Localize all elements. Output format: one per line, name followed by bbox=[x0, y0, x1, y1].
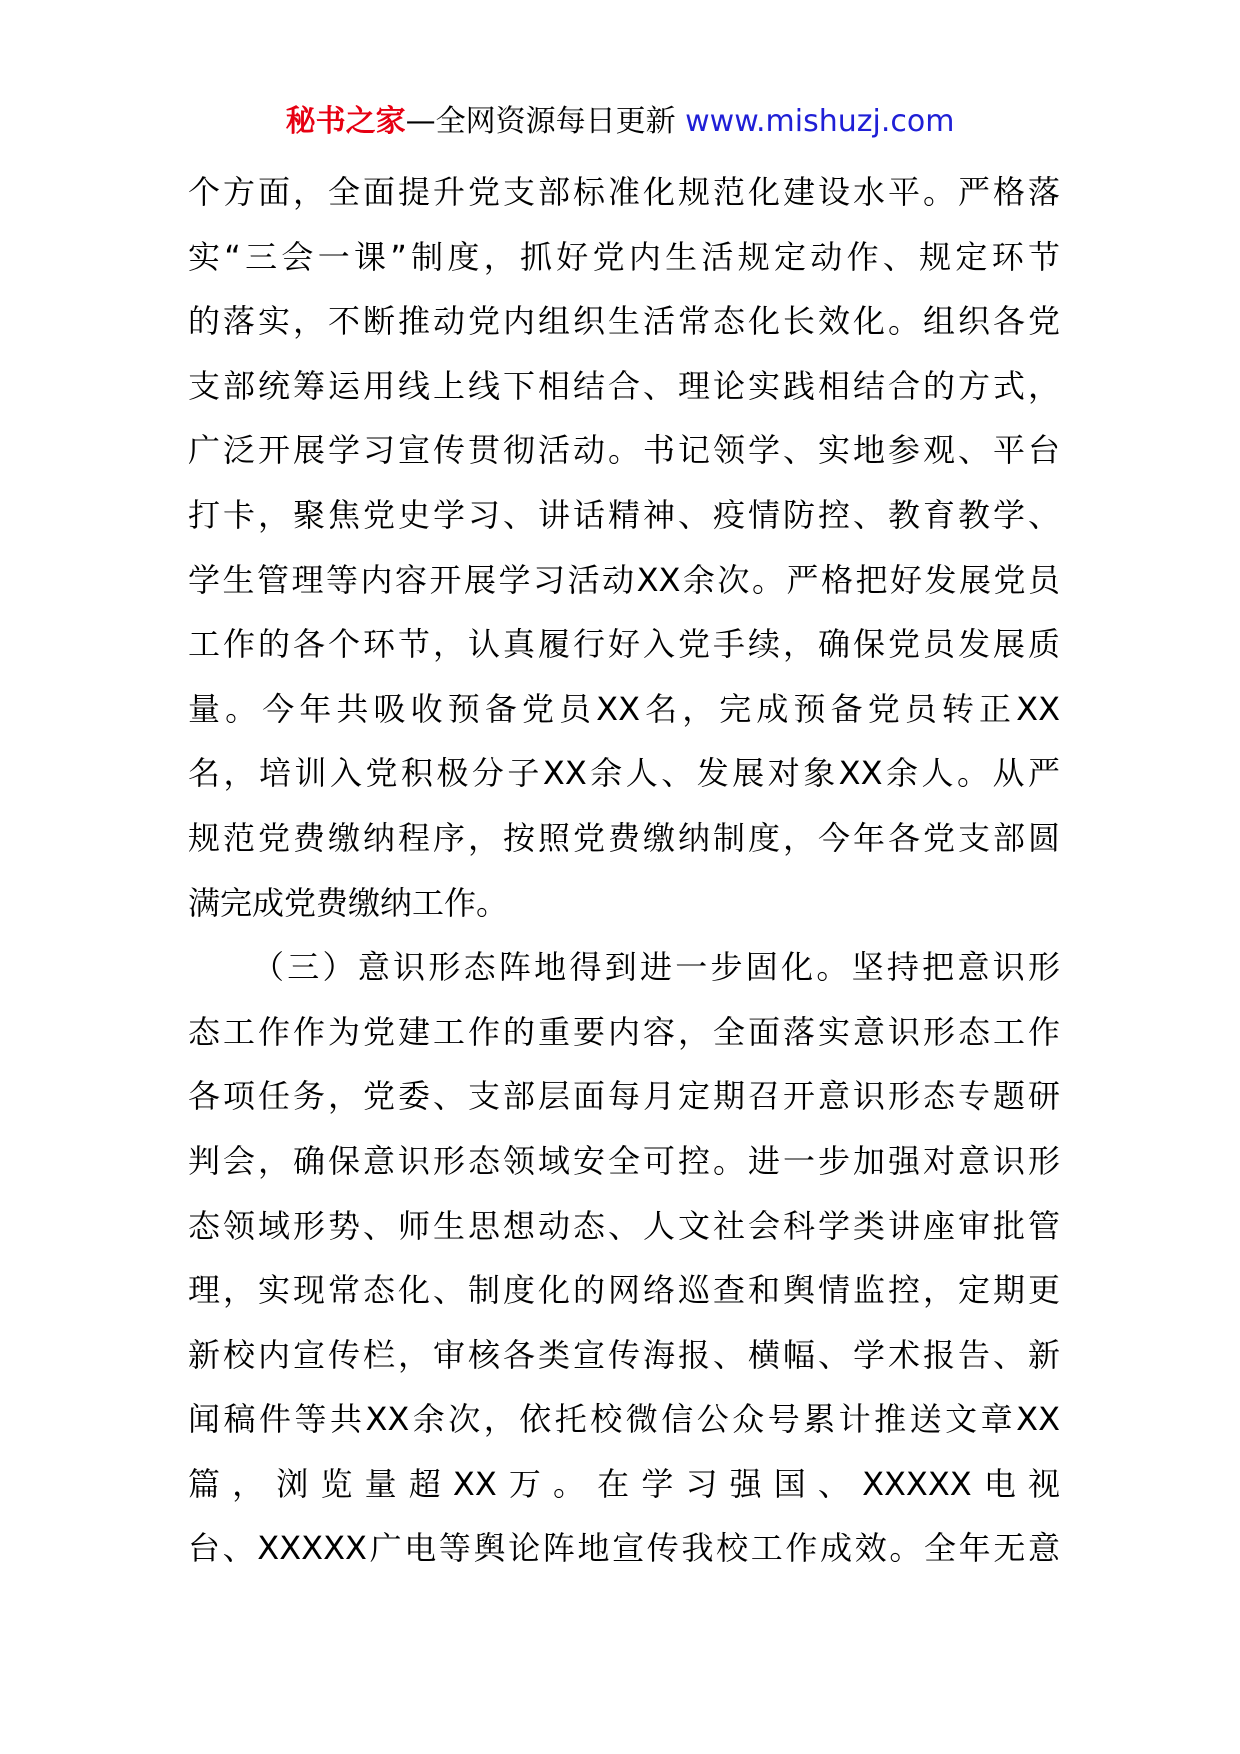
text-line: 的落实，不断推动党内组织生活常态化长效化。组织各党 bbox=[188, 302, 1060, 341]
text-line: 态工作作为党建工作的重要内容，全面落实意识形态工作 bbox=[188, 1012, 1060, 1051]
text-line: 篇，浏览量超XX万。在学习强国、XXXXX电视 bbox=[188, 1464, 1060, 1503]
text-line: 规范党费缴纳程序，按照党费缴纳制度，今年各党支部圆 bbox=[188, 818, 1060, 857]
text-line: 台、XXXXX广电等舆论阵地宣传我校工作成效。全年无意 bbox=[188, 1529, 1060, 1568]
section-heading-line: （三）意识形态阵地得到进一步固化。坚持把意识形 bbox=[252, 948, 1060, 987]
site-url-link[interactable]: www.mishuzj.com bbox=[685, 104, 955, 139]
text-line: 判会，确保意识形态领域安全可控。进一步加强对意识形 bbox=[188, 1141, 1060, 1180]
text-line: 工作的各个环节，认真履行好入党手续，确保党员发展质 bbox=[188, 625, 1060, 664]
text-line: 态领域形势、师生思想动态、人文社会科学类讲座审批管 bbox=[188, 1206, 1060, 1245]
text-line: 支部统筹运用线上线下相结合、理论实践相结合的方式， bbox=[188, 366, 1060, 405]
text-line: 名，培训入党积极分子XX余人、发展对象XX余人。从严 bbox=[188, 754, 1060, 793]
text-line: 新校内宣传栏，审核各类宣传海报、横幅、学术报告、新 bbox=[188, 1335, 1060, 1374]
header-tagline: —全网资源每日更新 bbox=[405, 104, 686, 139]
site-header bbox=[0, 100, 1240, 144]
brand-name: 秘书之家 bbox=[285, 104, 406, 139]
text-line: 闻稿件等共XX余次，依托校微信公众号累计推送文章XX bbox=[188, 1400, 1060, 1439]
text-line: 打卡，聚焦党史学习、讲话精神、疫情防控、教育教学、 bbox=[188, 495, 1060, 534]
document-body bbox=[188, 160, 1060, 1581]
text-line: 满完成党费缴纳工作。 bbox=[188, 883, 509, 922]
text-line: 各项任务，党委、支部层面每月定期召开意识形态专题研 bbox=[188, 1077, 1060, 1116]
text-line: 实“三会一课”制度，抓好党内生活规定动作、规定环节 bbox=[188, 237, 1060, 276]
text-line: 理，实现常态化、制度化的网络巡查和舆情监控，定期更 bbox=[188, 1271, 1060, 1310]
text-line: 广泛开展学习宣传贯彻活动。书记领学、实地参观、平台 bbox=[188, 431, 1060, 470]
text-line: 学生管理等内容开展学习活动XX余次。严格把好发展党员 bbox=[188, 560, 1060, 599]
text-line: 个方面，全面提升党支部标准化规范化建设水平。严格落 bbox=[188, 173, 1060, 211]
text-line: 量。今年共吸收预备党员XX名，完成预备党员转正XX bbox=[188, 689, 1060, 728]
